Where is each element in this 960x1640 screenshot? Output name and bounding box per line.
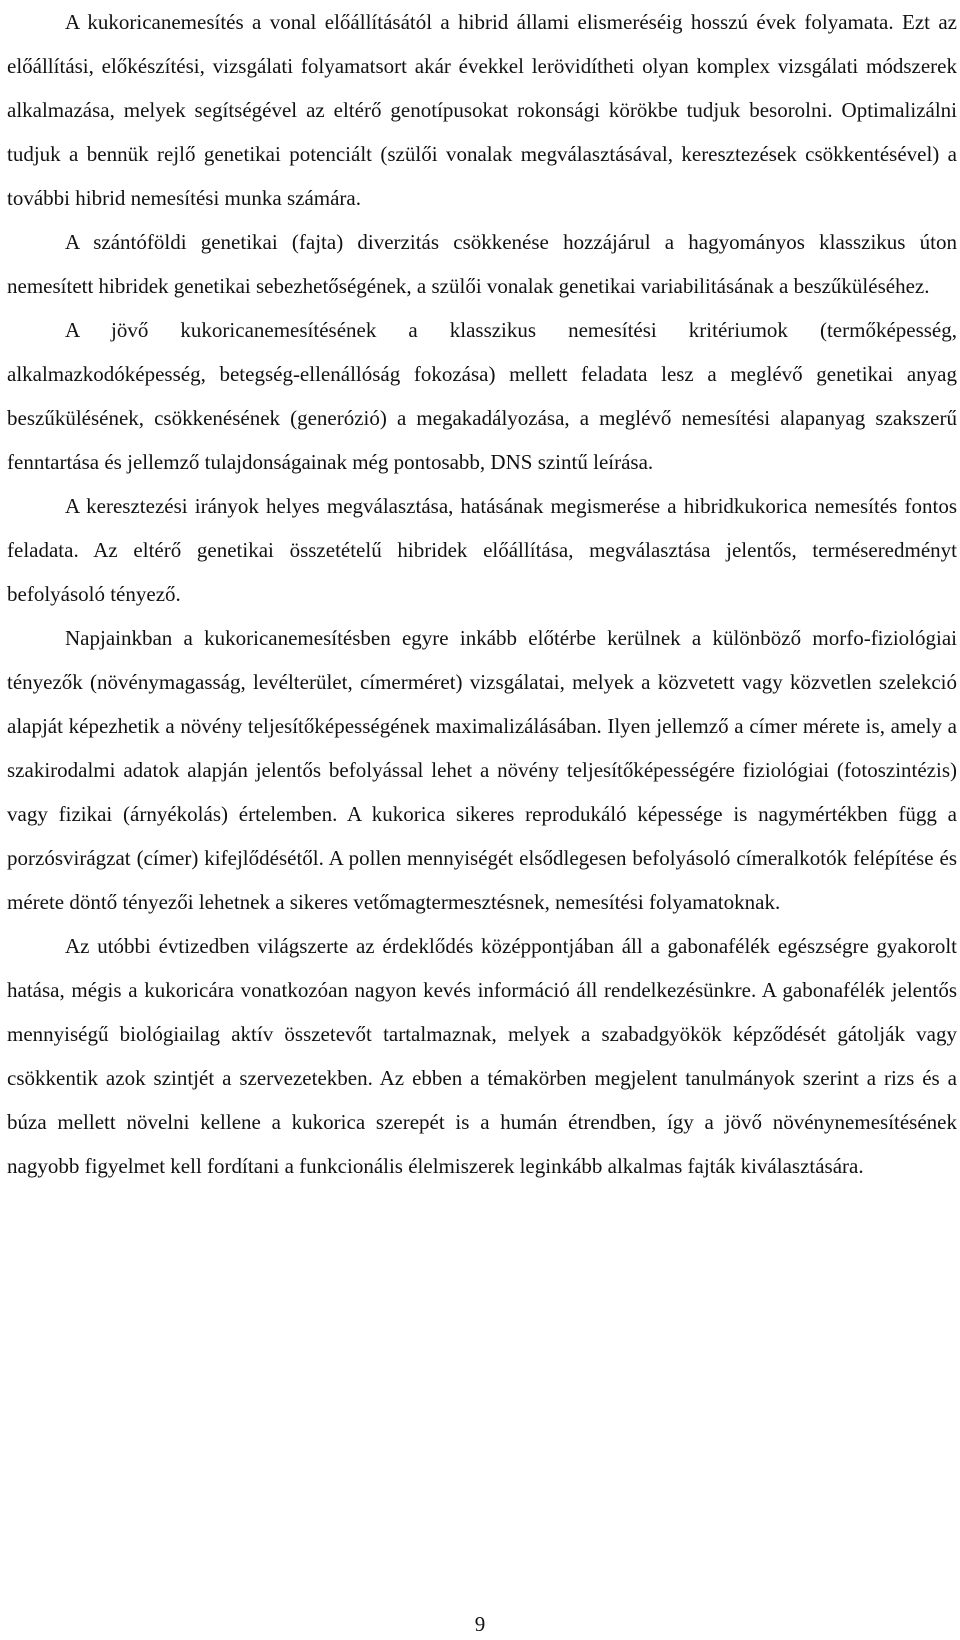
page-number: 9: [474, 1612, 486, 1636]
document-body: [7, 0, 957, 1188]
paragraph-2: A szántóföldi genetikai (fajta) diverzitás csökkenése hozzájárul a hagyományos klasszikus úton nemesített hibridek genetikai sebezhetőségének, a szülői vonalak genetikai variabilitásának a beszűküléséhez.: [7, 230, 957, 298]
paragraph-5: Napjainkban a kukoricanemesítésben egyre inkább előtérbe kerülnek a különböző morfo-fiziológiai tényezők (növénymagasság, levélterület, címerméret) vizsgálatai, melyek a közvetett vagy közvetlen szelekció alapját képezhetik a növény teljesítőképességének maximalizálásában. Ilyen jellemző a címer mérete is, amely a szakirodalmi adatok alapján jelentős befolyással lehet a növény teljesítőképességére fiziológiai (fotoszintézis) vagy fizikai (árnyékolás) értelemben. A kukorica sikeres reprodukáló képessége is nagymértékben függ a porzósvirágzat (címer) kifejlődésétől. A pollen mennyiségét elsődlegesen befolyásoló címeralkotók felépítése és mérete döntő tényezői lehetnek a sikeres vetőmagtermesztésnek, nemesítési folyamatoknak.: [7, 626, 957, 914]
paragraph-6: Az utóbbi évtizedben világszerte az érdeklődés középpontjában áll a gabonafélék egészségre gyakorolt hatása, mégis a kukoricára vonatkozóan nagyon kevés információ áll rendelkezésünkre. A gabonafélék jelentős mennyiségű biológiailag aktív összetevőt tartalmaznak, melyek a szabadgyökök képződését gátolják vagy csökkentik azok szintjét a szervezetekben. Az ebben a témakörben megjelent tanulmányok szerint a rizs és a búza mellett növelni kellene a kukorica szerepét is a humán étrendben, így a jövő növénynemesítésének nagyobb figyelmet kell fordítani a funkcionális élelmiszerek leginkább alkalmas fajták kiválasztására.: [7, 934, 957, 1178]
paragraph-4: A keresztezési irányok helyes megválasztása, hatásának megismerése a hibridkukorica nemesítés fontos feladata. Az eltérő genetikai összetételű hibridek előállítása, megválasztása jelentős, terméseredményt befolyásoló tényező.: [7, 494, 957, 606]
paragraph-1: A kukoricanemesítés a vonal előállításától a hibrid állami elismeréséig hosszú évek folyamata. Ezt az előállítási, előkészítési, vizsgálati folyamatsort akár évekkel lerövidítheti olyan komplex vizsgálati módszerek alkalmazása, melyek segítségével az eltérő genotípusokat rokonsági körökbe tudjuk besorolni. Optimalizálni tudjuk a bennük rejlő genetikai potenciált (szülői vonalak megválasztásával, keresztezések csökkentésével) a további hibrid nemesítési munka számára.: [7, 10, 957, 210]
paragraph-3: A jövő kukoricanemesítésének a klasszikus nemesítési kritériumok (termőképesség, alkalmazkodóképesség, betegség-ellenállóság fokozása) mellett feladata lesz a meglévő genetikai anyag beszűkülésének, csökkenésének (generózió) a megakadályozása, a meglévő nemesítési alapanyag szakszerű fenntartása és jellemző tulajdonságainak még pontosabb, DNS szintű leírása.: [7, 318, 957, 474]
